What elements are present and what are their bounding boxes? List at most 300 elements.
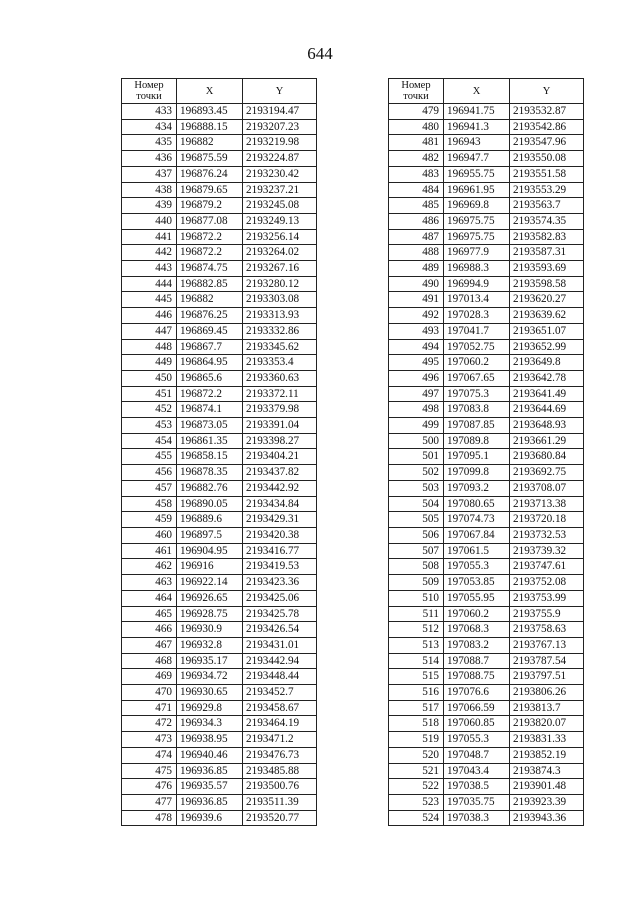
table-row [122,496,317,512]
x-coordinate-cell: 197060.85 [444,716,510,732]
table-row [389,669,584,685]
point-header-line2: точки [136,91,162,102]
table-row [389,245,584,261]
table-row [389,261,584,277]
x-coordinate-cell: 197055.3 [444,559,510,575]
y-coordinate-cell: 2193806.26 [510,685,584,701]
y-coordinate-cell: 2193249.13 [243,213,317,229]
y-coordinate-cell: 2193237.21 [243,182,317,198]
table-row [122,543,317,559]
table-row [122,606,317,622]
table-header-row [389,79,584,104]
table-row [122,402,317,418]
table-row [122,653,317,669]
y-coordinate-cell: 2193416.77 [243,543,317,559]
point-number-cell: 491 [389,292,444,308]
table-row [389,779,584,795]
y-coordinate-cell: 2193426.54 [243,622,317,638]
x-coordinate-cell: 196936.85 [177,794,243,810]
y-coordinate-cell: 2193547.96 [510,135,584,151]
table-row [122,104,317,120]
point-number-cell: 516 [389,685,444,701]
table-row [389,480,584,496]
x-coordinate-cell: 196975.75 [444,213,510,229]
x-coordinate-cell: 196878.35 [177,465,243,481]
table-row [389,151,584,167]
x-coordinate-cell: 196975.75 [444,229,510,245]
point-number-cell: 461 [122,543,177,559]
x-coordinate-cell: 197066.59 [444,700,510,716]
x-coordinate-cell: 196865.6 [177,370,243,386]
point-number-cell: 493 [389,323,444,339]
table-row [122,732,317,748]
x-coordinate-cell: 197038.3 [444,810,510,826]
y-coordinate-cell: 2193551.58 [510,166,584,182]
point-number-cell: 480 [389,119,444,135]
table-row [122,229,317,245]
x-coordinate-cell: 196947.7 [444,151,510,167]
x-coordinate-cell: 197087.85 [444,418,510,434]
y-coordinate-cell: 2193425.78 [243,606,317,622]
y-coordinate-cell: 2193379.98 [243,402,317,418]
x-coordinate-cell: 196904.95 [177,543,243,559]
x-coordinate-cell: 196929.8 [177,700,243,716]
table-row [389,418,584,434]
point-number-cell: 510 [389,590,444,606]
point-number-cell: 456 [122,465,177,481]
y-coordinate-cell: 2193755.9 [510,606,584,622]
table-row [389,575,584,591]
point-number-cell: 433 [122,104,177,120]
x-coordinate-cell: 197074.73 [444,512,510,528]
x-coordinate-cell: 196935.17 [177,653,243,669]
x-coordinate-cell: 196955.75 [444,166,510,182]
x-coordinate-cell: 197052.75 [444,339,510,355]
table-header-row [122,79,317,104]
point-number-cell: 469 [122,669,177,685]
x-coordinate-cell: 196876.25 [177,308,243,324]
y-coordinate-cell: 2193429.31 [243,512,317,528]
table-row [389,794,584,810]
y-coordinate-cell: 2193593.69 [510,261,584,277]
table-row [389,527,584,543]
x-coordinate-cell: 196939.6 [177,810,243,826]
x-coordinate-cell: 196893.45 [177,104,243,120]
x-coordinate-cell: 197048.7 [444,747,510,763]
point-number-cell: 496 [389,370,444,386]
point-number-cell: 437 [122,166,177,182]
table-row [122,292,317,308]
table-row [122,465,317,481]
point-number-cell: 462 [122,559,177,575]
table-row [389,449,584,465]
x-coordinate-cell: 196879.65 [177,182,243,198]
table-row [389,355,584,371]
y-coordinate-cell: 2193820.07 [510,716,584,732]
point-number-cell: 466 [122,622,177,638]
x-header: X [177,79,243,104]
point-number-cell: 500 [389,433,444,449]
x-coordinate-cell: 196943 [444,135,510,151]
point-number-cell: 472 [122,716,177,732]
table-row [389,496,584,512]
table-row [389,229,584,245]
x-coordinate-cell: 197013.4 [444,292,510,308]
point-number-cell: 473 [122,732,177,748]
point-number-cell: 449 [122,355,177,371]
x-coordinate-cell: 196935.57 [177,779,243,795]
table-row [389,622,584,638]
point-number-header [122,79,177,104]
point-number-cell: 439 [122,198,177,214]
point-number-cell: 455 [122,449,177,465]
y-coordinate-cell: 2193813.7 [510,700,584,716]
table-row [122,559,317,575]
x-coordinate-cell: 196869.45 [177,323,243,339]
point-number-cell: 454 [122,433,177,449]
table-row [389,386,584,402]
point-number-cell: 509 [389,575,444,591]
y-coordinate-cell: 2193587.31 [510,245,584,261]
y-coordinate-cell: 2193708.07 [510,480,584,496]
x-coordinate-cell: 197041.7 [444,323,510,339]
point-number-cell: 522 [389,779,444,795]
y-coordinate-cell: 2193598.58 [510,276,584,292]
y-coordinate-cell: 2193437.82 [243,465,317,481]
point-number-cell: 520 [389,747,444,763]
y-coordinate-cell: 2193256.14 [243,229,317,245]
point-number-cell: 518 [389,716,444,732]
y-header: Y [243,79,317,104]
x-coordinate-cell: 196864.95 [177,355,243,371]
x-coordinate-cell: 197043.4 [444,763,510,779]
y-coordinate-cell: 2193230.42 [243,166,317,182]
point-number-cell: 464 [122,590,177,606]
y-coordinate-cell: 2193797.51 [510,669,584,685]
table-row [389,119,584,135]
point-number-cell: 488 [389,245,444,261]
point-number-cell: 494 [389,339,444,355]
point-number-cell: 442 [122,245,177,261]
x-coordinate-cell: 196938.95 [177,732,243,748]
coordinates-table-left [121,78,317,826]
x-coordinate-cell: 196873.05 [177,418,243,434]
x-coordinate-cell: 196930.65 [177,685,243,701]
x-coordinate-cell: 196882 [177,135,243,151]
x-coordinate-cell: 196877.08 [177,213,243,229]
point-number-cell: 444 [122,276,177,292]
y-coordinate-cell: 2193553.29 [510,182,584,198]
y-coordinate-cell: 2193511.39 [243,794,317,810]
y-coordinate-cell: 2193874.3 [510,763,584,779]
x-coordinate-cell: 196882.85 [177,276,243,292]
y-coordinate-cell: 2193641.49 [510,386,584,402]
point-number-cell: 486 [389,213,444,229]
point-number-cell: 451 [122,386,177,402]
table-row [389,182,584,198]
table-row [389,763,584,779]
x-coordinate-cell: 196930.9 [177,622,243,638]
y-coordinate-cell: 2193713.38 [510,496,584,512]
point-number-cell: 487 [389,229,444,245]
point-number-cell: 499 [389,418,444,434]
table-row [122,449,317,465]
y-coordinate-cell: 2193345.62 [243,339,317,355]
point-number-cell: 474 [122,747,177,763]
point-number-cell: 482 [389,151,444,167]
point-number-cell: 478 [122,810,177,826]
y-coordinate-cell: 2193464.19 [243,716,317,732]
table-row [389,685,584,701]
point-number-cell: 498 [389,402,444,418]
y-coordinate-cell: 2193245.08 [243,198,317,214]
x-coordinate-cell: 196879.2 [177,198,243,214]
x-coordinate-cell: 196934.72 [177,669,243,685]
y-coordinate-cell: 2193264.02 [243,245,317,261]
y-coordinate-cell: 2193194.47 [243,104,317,120]
table-row [122,637,317,653]
table-row [122,480,317,496]
table-row [389,292,584,308]
table-row [122,747,317,763]
x-coordinate-cell: 196928.75 [177,606,243,622]
x-coordinate-cell: 196961.95 [444,182,510,198]
table-row [122,261,317,277]
y-coordinate-cell: 2193419.53 [243,559,317,575]
y-coordinate-cell: 2193550.08 [510,151,584,167]
y-header: Y [510,79,584,104]
point-number-cell: 465 [122,606,177,622]
y-coordinate-cell: 2193652.99 [510,339,584,355]
table-row [389,747,584,763]
table-row [122,575,317,591]
table-row [389,323,584,339]
y-coordinate-cell: 2193207.23 [243,119,317,135]
point-number-cell: 515 [389,669,444,685]
table-row [122,339,317,355]
x-coordinate-cell: 196875.59 [177,151,243,167]
table-row [122,716,317,732]
point-number-cell: 514 [389,653,444,669]
x-coordinate-cell: 197083.8 [444,402,510,418]
table-row [122,700,317,716]
x-coordinate-cell: 196872.2 [177,229,243,245]
x-coordinate-cell: 196926.65 [177,590,243,606]
table-row [389,543,584,559]
x-coordinate-cell: 196922.14 [177,575,243,591]
x-coordinate-cell: 196874.1 [177,402,243,418]
table-row [122,590,317,606]
point-number-cell: 504 [389,496,444,512]
y-coordinate-cell: 2193648.93 [510,418,584,434]
x-coordinate-cell: 196932.8 [177,637,243,653]
x-coordinate-cell: 197068.3 [444,622,510,638]
y-coordinate-cell: 2193404.21 [243,449,317,465]
point-number-cell: 452 [122,402,177,418]
x-coordinate-cell: 196888.15 [177,119,243,135]
point-number-cell: 438 [122,182,177,198]
y-coordinate-cell: 2193452.7 [243,685,317,701]
y-coordinate-cell: 2193224.87 [243,151,317,167]
y-coordinate-cell: 2193372.11 [243,386,317,402]
table-row [389,810,584,826]
table-row [389,198,584,214]
table-row [122,779,317,795]
y-coordinate-cell: 2193651.07 [510,323,584,339]
table-row [389,716,584,732]
point-number-cell: 470 [122,685,177,701]
x-coordinate-cell: 196867.7 [177,339,243,355]
y-coordinate-cell: 2193542.86 [510,119,584,135]
y-coordinate-cell: 2193267.16 [243,261,317,277]
y-coordinate-cell: 2193563.7 [510,198,584,214]
table-row [389,370,584,386]
point-number-cell: 463 [122,575,177,591]
point-number-cell: 502 [389,465,444,481]
page-number: 644 [307,44,333,63]
y-coordinate-cell: 2193923.39 [510,794,584,810]
table-row [389,308,584,324]
point-number-cell: 501 [389,449,444,465]
x-coordinate-cell: 196858.15 [177,449,243,465]
y-coordinate-cell: 2193752.08 [510,575,584,591]
table-row [122,794,317,810]
coordinates-table-right [388,78,584,826]
x-coordinate-cell: 197061.5 [444,543,510,559]
x-coordinate-cell: 197067.84 [444,527,510,543]
y-coordinate-cell: 2193943.36 [510,810,584,826]
point-number-cell: 524 [389,810,444,826]
y-coordinate-cell: 2193639.62 [510,308,584,324]
y-coordinate-cell: 2193767.13 [510,637,584,653]
x-coordinate-cell: 197088.75 [444,669,510,685]
point-number-cell: 481 [389,135,444,151]
x-coordinate-cell: 196936.85 [177,763,243,779]
point-number-cell: 483 [389,166,444,182]
y-coordinate-cell: 2193720.18 [510,512,584,528]
y-coordinate-cell: 2193313.93 [243,308,317,324]
point-number-cell: 503 [389,480,444,496]
table-row [122,527,317,543]
point-number-cell: 511 [389,606,444,622]
y-coordinate-cell: 2193425.06 [243,590,317,606]
x-coordinate-cell: 197095.1 [444,449,510,465]
table-row [122,135,317,151]
table-row [122,669,317,685]
x-coordinate-cell: 197053.85 [444,575,510,591]
point-number-cell: 489 [389,261,444,277]
y-coordinate-cell: 2193739.32 [510,543,584,559]
x-coordinate-cell: 197089.8 [444,433,510,449]
point-number-cell: 448 [122,339,177,355]
y-coordinate-cell: 2193787.54 [510,653,584,669]
x-coordinate-cell: 197055.95 [444,590,510,606]
y-coordinate-cell: 2193332.86 [243,323,317,339]
table-row [389,637,584,653]
y-coordinate-cell: 2193219.98 [243,135,317,151]
point-number-cell: 450 [122,370,177,386]
table-row [389,559,584,575]
x-coordinate-cell: 196897.5 [177,527,243,543]
point-number-cell: 459 [122,512,177,528]
table-row [389,213,584,229]
table-row [122,323,317,339]
table-row [122,810,317,826]
y-coordinate-cell: 2193692.75 [510,465,584,481]
point-header-line1: Номер [401,80,431,91]
point-number-header [389,79,444,104]
x-coordinate-cell: 196861.35 [177,433,243,449]
table-row [122,355,317,371]
x-coordinate-cell: 196988.3 [444,261,510,277]
y-coordinate-cell: 2193303.08 [243,292,317,308]
point-header-line1: Номер [134,80,164,91]
point-number-cell: 475 [122,763,177,779]
x-coordinate-cell: 196941.75 [444,104,510,120]
point-number-cell: 447 [122,323,177,339]
y-coordinate-cell: 2193476.73 [243,747,317,763]
point-number-cell: 523 [389,794,444,810]
x-coordinate-cell: 196940.46 [177,747,243,763]
table-row [122,151,317,167]
point-number-cell: 460 [122,527,177,543]
table-row [122,308,317,324]
point-number-cell: 436 [122,151,177,167]
y-coordinate-cell: 2193680.84 [510,449,584,465]
x-coordinate-cell: 196994.9 [444,276,510,292]
x-coordinate-cell: 197035.75 [444,794,510,810]
y-coordinate-cell: 2193423.36 [243,575,317,591]
x-coordinate-cell: 197083.2 [444,637,510,653]
x-coordinate-cell: 196874.75 [177,261,243,277]
x-coordinate-cell: 197088.7 [444,653,510,669]
y-coordinate-cell: 2193420.38 [243,527,317,543]
y-coordinate-cell: 2193458.67 [243,700,317,716]
point-number-cell: 457 [122,480,177,496]
table-row [122,213,317,229]
point-number-cell: 505 [389,512,444,528]
point-number-cell: 445 [122,292,177,308]
point-number-cell: 521 [389,763,444,779]
table-row [122,622,317,638]
point-number-cell: 477 [122,794,177,810]
y-coordinate-cell: 2193434.84 [243,496,317,512]
y-coordinate-cell: 2193448.44 [243,669,317,685]
point-number-cell: 441 [122,229,177,245]
x-coordinate-cell: 196882.76 [177,480,243,496]
point-number-cell: 443 [122,261,177,277]
y-coordinate-cell: 2193620.27 [510,292,584,308]
table-row [122,245,317,261]
table-row [122,763,317,779]
table-row [389,104,584,120]
point-number-cell: 508 [389,559,444,575]
y-coordinate-cell: 2193642.78 [510,370,584,386]
y-coordinate-cell: 2193280.12 [243,276,317,292]
table-row [389,339,584,355]
y-coordinate-cell: 2193471.2 [243,732,317,748]
point-number-cell: 467 [122,637,177,653]
y-coordinate-cell: 2193644.69 [510,402,584,418]
point-number-cell: 476 [122,779,177,795]
table-row [122,166,317,182]
table-row [122,512,317,528]
y-coordinate-cell: 2193901.48 [510,779,584,795]
x-coordinate-cell: 196882 [177,292,243,308]
table-row [122,119,317,135]
table-row [122,685,317,701]
x-coordinate-cell: 196969.8 [444,198,510,214]
